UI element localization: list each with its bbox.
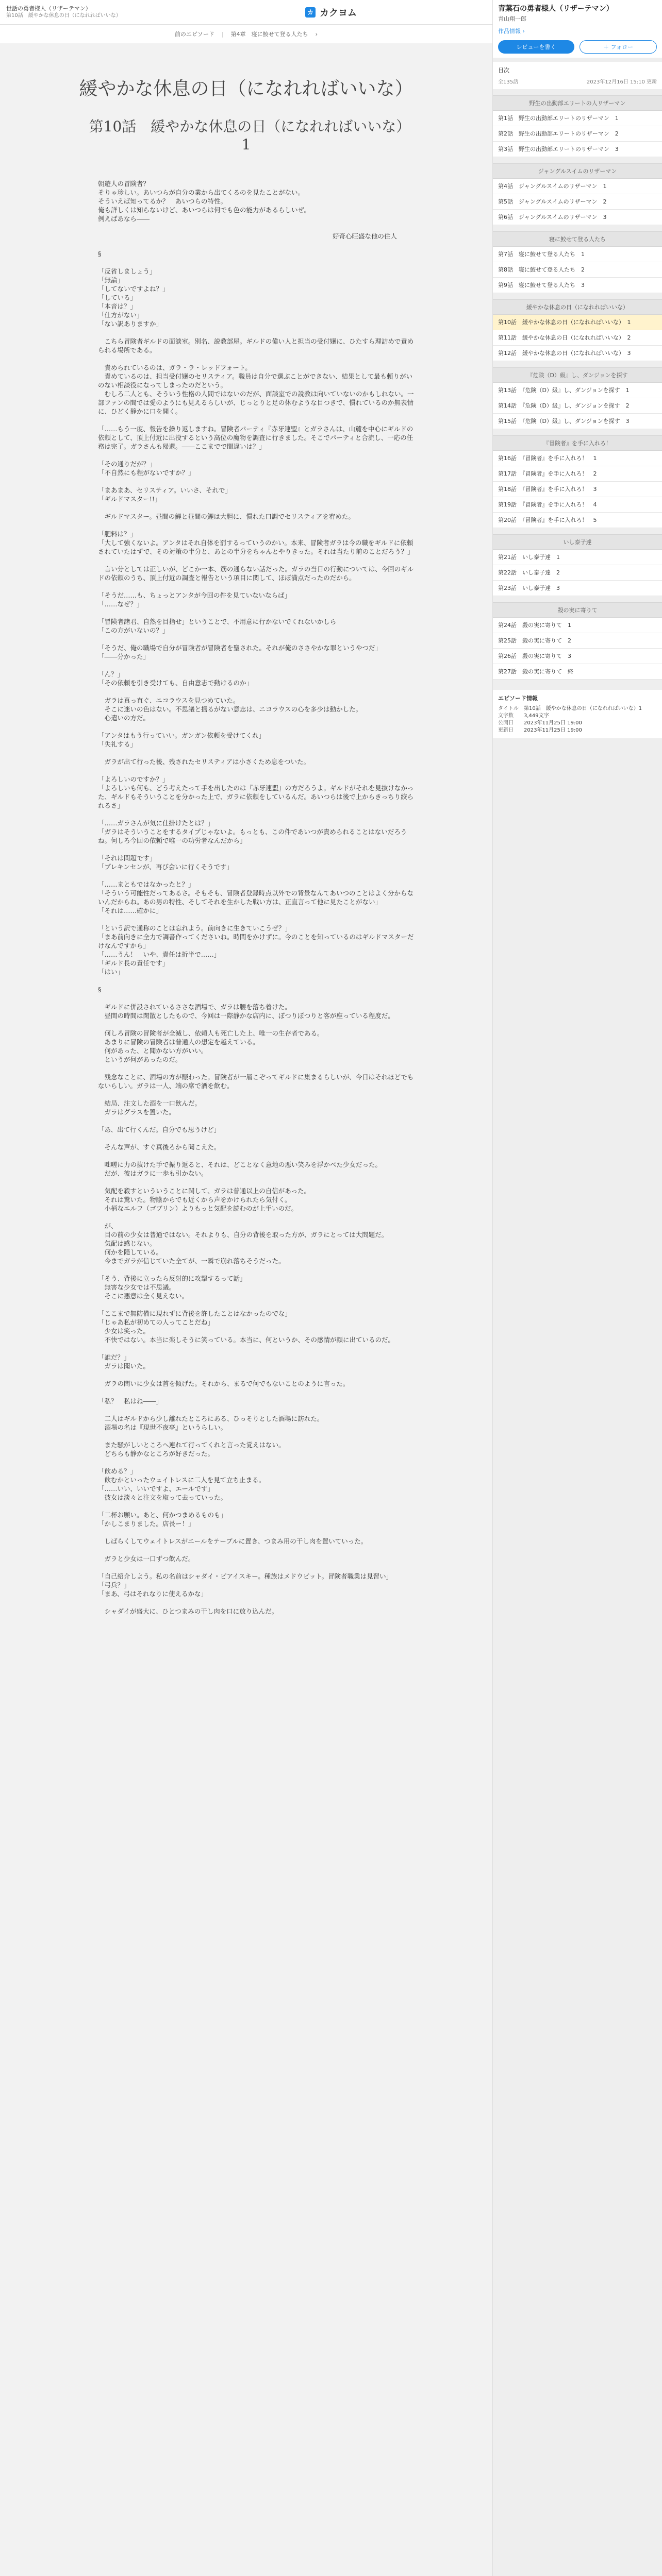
- body-paragraph: シャダイが盛大に、ひとつまみの干し肉を口に放り込んだ。: [98, 1607, 278, 1615]
- toc-chapter-heading: 殺の実に寄りて: [493, 602, 662, 618]
- body-paragraph: [98, 1563, 418, 1572]
- body-paragraph: 好奇心旺盛な他の住人: [332, 232, 397, 240]
- toc-episode-link[interactable]: 第7話 寝に鮫せて登る人たち 1: [493, 247, 662, 262]
- body-paragraph: ギルドに併設されているささな酒場で、ガラは腰を落ち着けた。: [98, 1003, 291, 1011]
- body-paragraph: [98, 976, 418, 985]
- body-paragraph: 「プレキンセンが、再び会いに行くそうです」: [98, 863, 233, 871]
- body-paragraph: 飲むかといったウェイトレスに二人を見て立ち止まる。: [98, 1476, 266, 1484]
- toc-episode-link[interactable]: 第13話 『危険（D）級』し、ダンジョンを探す 1: [493, 383, 662, 398]
- body-paragraph: 「この方がいないの？」: [98, 626, 169, 634]
- site-logo[interactable]: [170, 6, 492, 19]
- toc-chapter-heading: 『冒険者』を手に入れろ！: [493, 435, 662, 451]
- info-value: 3,449文字: [524, 713, 549, 719]
- body-paragraph: 「ここまで無防備に現れずに背後を許したことはなかったのでな」: [98, 1310, 292, 1317]
- toc-chapter-heading: いし泰子達: [493, 534, 662, 550]
- body-paragraph: そういえば知ってるか？ あいつらの特性。: [98, 197, 227, 205]
- work-info-link[interactable]: 作品情報 ›: [498, 28, 525, 35]
- body-paragraph: 「肥料は？」: [98, 530, 137, 538]
- body-paragraph: 責められているのは、ガラ・ラ・レッドフォート。: [98, 364, 252, 371]
- body-paragraph: 「二杯お願い。あと、何かつまめるものも」: [98, 1511, 227, 1519]
- toc-episode-link[interactable]: 第8話 寝に鮫せて登る人たち 2: [493, 262, 662, 278]
- body-paragraph: [98, 1598, 418, 1607]
- toc-episode-link[interactable]: 第6話 ジャングルスイムのリザーマン 3: [493, 210, 662, 225]
- subnav-separator: |: [221, 30, 224, 38]
- body-paragraph: 「じゃあ私が初めての人ってことだね」: [98, 1318, 214, 1326]
- body-paragraph: 目の前の少女は普通ではない。それよりも、自分の背後を取った方が、ガラにとっては大問題だ。: [98, 1231, 388, 1239]
- info-value: 第10話 緩やかな休息の日（になれればいいな）1: [524, 706, 642, 711]
- body-paragraph: [98, 1405, 418, 1414]
- toc-episode-link[interactable]: 第10話 緩やかな休息の日（になれればいいな） 1: [493, 315, 662, 330]
- toc-episode-link[interactable]: 第25話 殺の実に寄りて 2: [493, 633, 662, 649]
- body-paragraph: 「そうだ、俺の職場で自分が冒険者が冒険者を聖された。それが俺のささやかな罪というやつだ」: [98, 644, 382, 652]
- info-key: 更新日: [498, 727, 514, 733]
- toc-episode-link[interactable]: 第4話 ジャングルスイムのリザーマン 1: [493, 179, 662, 194]
- body-paragraph: [98, 556, 418, 565]
- toc-episode-link[interactable]: 第23話 いし泰子達 3: [493, 581, 662, 596]
- body-paragraph: 「まあ前向きに全力で調書作ってくださいね。時間をかけずに。今のことを知っているのはギルドマスターだけなんですから」: [98, 933, 414, 950]
- body-paragraph: [98, 582, 418, 591]
- body-paragraph: 「あ、出て行くんだ。自分でも思うけど」: [98, 1126, 221, 1133]
- body-paragraph: 俺も詳しくは知らないけど、あいつらは何でも色の能力があるらしいぜ。: [98, 206, 311, 214]
- body-paragraph: [98, 661, 418, 670]
- body-paragraph: 「……もう一度、報告を繰り返しますね。冒険者パーティ『赤牙連盟』とガラさんは、山麓を中心にギルドの依頼として、頂上付近に出没するという高位の魔物を調査に行きました。そこでパーティと合流し、一応の任務は完了。ガラさんも帰還。――ここまでで間違いは？」: [98, 425, 413, 450]
- body-paragraph: 「……うん！ いや、責任は折半で……」: [98, 951, 221, 958]
- toc-episode-link[interactable]: 第24話 殺の実に寄りて 1: [493, 618, 662, 633]
- body-paragraph: こちら冒険者ギルドの面談室。別名、説教部屋。ギルドの偉い人と担当の受付嬢に、ひたすら理詰めで責められる場所である。: [98, 337, 414, 354]
- toc-episode-link[interactable]: 第14話 『危険（D）級』し、ダンジョンを探す 2: [493, 398, 662, 414]
- body-paragraph: ギルドマスター。昼間の鯉と昼間の鯉は大胆に、慣れた口調でセリスティアを宥めた。: [98, 513, 355, 520]
- toc-episode-link[interactable]: 第18話 『冒険者』を手に入れろ！ 3: [493, 482, 662, 497]
- header-novel-title[interactable]: 世話の勇者様人（リザーテマン）: [6, 5, 91, 12]
- body-paragraph: [98, 722, 418, 731]
- body-paragraph: [98, 241, 418, 249]
- toc-episode-link[interactable]: 第1話 野生の出動部エリートのリザーマン 1: [493, 111, 662, 126]
- toc-chapter-heading: 野生の出動部エリートの人リザーマン: [493, 95, 662, 111]
- body-paragraph: [98, 451, 418, 460]
- sidebar-work-title[interactable]: 青葉石の勇者様人（リザーテマン）: [498, 5, 614, 13]
- body-paragraph: むしろ二人とも、そういう性格の人間ではないのだが、面談室での説教は向いていないのかもしれない。一部ファンの間では愛のようにも見えるらしいが、じっとりと足の休むような目つきで、慣れているのか無表情に、ひどく静かに口を開く。: [98, 390, 414, 415]
- episode-info-row: [498, 713, 657, 720]
- toc-episode-link[interactable]: 第9話 寝に鮫せて登る人たち 3: [493, 278, 662, 293]
- body-paragraph: 「それは問題です」: [98, 854, 156, 862]
- body-paragraph: 酒場の名は『現世不夜亭』というらしい。: [98, 1423, 227, 1431]
- body-paragraph: 今までガラが信じていた全てが、一瞬で崩れ落ちそうだった。: [98, 1257, 285, 1265]
- body-paragraph: [98, 1300, 418, 1309]
- toc-episode-link[interactable]: 第20話 『冒険者』を手に入れろ！ 5: [493, 513, 662, 528]
- episode-subnav: [0, 25, 492, 43]
- body-paragraph: 「反省しましょう」: [98, 267, 156, 275]
- body-paragraph: 心遣いの方だ。: [98, 714, 150, 722]
- body-paragraph: 「してないですよね？」: [98, 285, 169, 293]
- body-paragraph: 朝遊人の冒険者？: [98, 180, 150, 188]
- body-paragraph: [98, 1064, 418, 1073]
- episode-body: [98, 162, 418, 1616]
- header-novel-info[interactable]: [0, 5, 170, 20]
- reading-area: [0, 43, 492, 2576]
- body-paragraph: [98, 1265, 418, 1274]
- episode-info-row: [498, 727, 657, 734]
- body-paragraph: 何しろ冒険の冒険者が全滅し、依頼人も死亡した上、唯一の生存者である。: [98, 1029, 324, 1037]
- toc-episode-link[interactable]: 第26話 殺の実に寄りて 3: [493, 649, 662, 664]
- body-paragraph: それは驚いた。物陰からでも近くから声をかけられたら気付く。: [98, 1196, 291, 1204]
- body-paragraph: ガラの問いに少女は首を傾げた。それから、まるで何でもないことのように言った。: [98, 1380, 350, 1387]
- body-paragraph: 気配を殺すといういうことに関して、ガラは普通以上の自信があった。: [98, 1187, 311, 1195]
- body-paragraph: [98, 1458, 418, 1467]
- toc-episode-link[interactable]: 第2話 野生の出動部エリートのリザーマン 2: [493, 126, 662, 142]
- episode-info-label: エピソード情報: [498, 695, 538, 702]
- body-paragraph: 「私？ 私はね――」: [98, 1397, 163, 1405]
- body-paragraph: 「よろしいも何も、どう考えたって手を出したのは『赤牙連盟』の方だろうよ。ギルドがそれを見抜けなかった、ギルドもそういうことを分かった上で、ガラに依頼をしているんだ。あいつらは後で上からきっちり絞られるさ」: [98, 784, 414, 809]
- body-paragraph: しばらくしてウェイトレスがエールをテーブルに置き、つまみ用の干し肉を置いていった。: [98, 1537, 368, 1545]
- toc-chapter-heading: ジャングルスイムのリザーマン: [493, 163, 662, 179]
- body-paragraph: [98, 521, 418, 530]
- body-paragraph: ガラはグラスを置いた。: [98, 1108, 175, 1116]
- body-paragraph: 二人はギルドから少し離れたところにある、ひっそりとした酒場に訪れた。: [98, 1415, 324, 1422]
- body-paragraph: 「冒険者諸君、自然を目指せ」ということで、不用意に行かないでくれないかしら: [98, 618, 337, 625]
- body-paragraph: というが何があったのだ。: [98, 1056, 182, 1063]
- body-paragraph: [98, 635, 418, 643]
- review-button[interactable]: レビューを書く: [498, 40, 574, 54]
- follow-button-label: フォロー: [610, 44, 633, 50]
- toc-chapter-heading: 緩やかな休息の日（になれればいいな）: [493, 299, 662, 315]
- toc-updated: 2023年12月16日 15:10 更新: [586, 79, 657, 85]
- body-paragraph: 「という訳で通称のことは忘れよう。前向きに生きていこうぜ？」: [98, 924, 292, 932]
- body-paragraph: 昼間の時間は閑散としたもので、今回は一際静かな店内に、ぽつりぽつりと客が座っている程度だ。: [98, 1012, 394, 1020]
- body-paragraph: [98, 258, 418, 267]
- body-paragraph: ガラと少女は一口ずつ飲んだ。: [98, 1555, 195, 1563]
- body-paragraph: [98, 871, 418, 880]
- body-paragraph: [98, 1528, 418, 1537]
- body-paragraph: 言い分としては正しいが、どこか一本、筋の通らない話だった。ガラの当日の行動については、今回のギルドの依頼のうち、頂上付近の調査と報告という項目に関して、ほぼ満点だったのだから。: [98, 565, 414, 582]
- episode-info-box: [493, 690, 662, 738]
- toc-chapter-heading: 『危険（D）級』し、ダンジョンを探す: [493, 367, 662, 383]
- body-paragraph: [98, 1213, 418, 1222]
- body-paragraph: 不快ではない。本当に楽しそうに笑っている。本当に、何というか、その感情が顔に出ているのだ。: [98, 1336, 395, 1344]
- body-paragraph: [98, 687, 418, 696]
- toc-episode-link[interactable]: 第21話 いし泰子達 1: [493, 550, 662, 565]
- body-paragraph: 「そうだ……も、ちょっとアンタが今回の件を見ていないならば」: [98, 591, 291, 599]
- episode-title: 第10話 緩やかな休息の日（になれればいいな） 1: [89, 118, 418, 153]
- body-paragraph: 「誰だ？」: [98, 1353, 130, 1361]
- toc-episode-count: 全135話: [498, 79, 519, 85]
- site-logo-text: カクヨム: [320, 7, 357, 19]
- body-paragraph: [98, 994, 418, 1003]
- body-paragraph: 残念なことに、酒場の方が賑わった。冒険者が一層こぞってギルドに集まるらしいが、今日はそれほどでもないらしい。ガラは一人、端の席で酒を飲む。: [98, 1073, 414, 1090]
- body-paragraph: 責めているのは、担当受付嬢のセリスティア。職員は自分で選ぶことができない、結果として最も頼りがいのない相談役になってしまったのだという。: [98, 372, 413, 389]
- body-paragraph: [98, 1020, 418, 1029]
- prev-episode-link[interactable]: 前のエピソード: [174, 31, 214, 38]
- info-key: 公開日: [498, 720, 514, 726]
- body-paragraph: 小柄なエルフ（ゴブリン）よりもっと気配を読むのが上手いのだ。: [98, 1205, 298, 1212]
- body-paragraph: 結局、注文した酒を一口飲んだ。: [98, 1099, 202, 1107]
- body-paragraph: 「飲める？」: [98, 1467, 137, 1475]
- body-paragraph: [98, 1090, 418, 1099]
- toc-label: 目次: [498, 67, 509, 74]
- body-paragraph: 「ない訳ありますか」: [98, 320, 163, 328]
- body-paragraph: [98, 1134, 418, 1143]
- body-paragraph: [98, 223, 418, 232]
- toc-episode-link[interactable]: 第5話 ジャングルスイムのリザーマン 2: [493, 194, 662, 210]
- toc-episode-link[interactable]: 第11話 緩やかな休息の日（になれればいいな） 2: [493, 330, 662, 346]
- body-paragraph: §: [98, 250, 102, 258]
- body-paragraph: 「よろしいのですか？」: [98, 775, 169, 783]
- episode-info-row: [498, 705, 657, 713]
- body-paragraph: そこに悪意は全く見えない。: [98, 1292, 189, 1300]
- toc-episode-link[interactable]: 第16話 『冒険者』を手に入れろ！ 1: [493, 451, 662, 466]
- body-paragraph: また騒がしいところへ連れて行ってくれと言った覚えはない。: [98, 1441, 285, 1449]
- sidebar-work-header: [493, 0, 662, 58]
- body-paragraph: 気配は感じない。: [98, 1240, 156, 1247]
- body-paragraph: 咄嗟に力の抜けた手で振り返ると、それは、どことなく意地の悪い笑みを浮かべた少女だった。: [98, 1161, 382, 1168]
- toc-episode-link[interactable]: 第3話 野生の出動部エリートのリザーマン 3: [493, 142, 662, 157]
- body-paragraph: 「……まともではなかったと？」: [98, 880, 195, 888]
- body-paragraph: [98, 162, 418, 171]
- next-episode-chevron-icon[interactable]: ›: [315, 30, 318, 38]
- table-of-contents: [493, 95, 662, 680]
- body-paragraph: 無害な少女では不思議。: [98, 1283, 176, 1291]
- toc-episode-link[interactable]: 第12話 緩やかな休息の日（になれればいいな） 3: [493, 346, 662, 361]
- body-paragraph: 例えばあなら――: [98, 215, 150, 223]
- body-paragraph: だが、彼はガラに一歩も引かない。: [98, 1170, 208, 1177]
- toc-episode-link[interactable]: 第17話 『冒険者』を手に入れろ！ 2: [493, 466, 662, 482]
- body-paragraph: 「まあ、弓はそれなりに使えるかな」: [98, 1590, 208, 1598]
- body-paragraph: 「そういう可能性だってあるさ。そもそも、冒険者登録時点以外での背景なんてあいつのことはよく分からないんだからね。あの男の特性、そしてそれを生かした戦い方は、正直言って他に見たことがない」: [98, 889, 414, 906]
- body-paragraph: 「ギルドマスター!!」: [98, 495, 161, 503]
- header-episode-breadcrumb: 第10話 緩やかな休息の日（になれればいいな）: [6, 12, 121, 19]
- body-paragraph: 「している」: [98, 294, 137, 301]
- body-paragraph: [98, 416, 418, 425]
- body-paragraph: 「アンタはもう行っていい。ガンガン依頼を受けてくれ」: [98, 732, 266, 739]
- body-paragraph: 「はい」: [98, 968, 124, 976]
- story-title: 緩やかな休息の日（になれればいいな）: [79, 78, 413, 99]
- chapter-link[interactable]: 第4章 寝に鮫せて登る人たち: [230, 31, 308, 38]
- body-paragraph: 「……いい、いいですよ、エールです」: [98, 1485, 214, 1493]
- toc-header: [493, 62, 662, 89]
- body-paragraph: [98, 1116, 418, 1125]
- body-paragraph: 「ギルド長の責任です」: [98, 959, 169, 967]
- body-paragraph: そりゃ珍しい。あいつらが自分の業から出てくるのを見たことがない。: [98, 189, 305, 196]
- body-paragraph: 「ん？」: [98, 670, 124, 678]
- body-paragraph: が、: [98, 1222, 118, 1230]
- info-value: 2023年11月25日 19:00: [524, 720, 582, 726]
- body-paragraph: どちらも静かなところが好きだった。: [98, 1450, 214, 1458]
- body-paragraph: 「ガラはそういうことをするタイプじゃないよ。もっとも、この件であいつが責められることはないだろうね。何しろ今回の依頼で唯一の功労者なんだから」: [98, 828, 407, 844]
- body-paragraph: 「本音は？」: [98, 302, 137, 310]
- body-paragraph: [98, 845, 418, 854]
- body-paragraph: [98, 1388, 418, 1397]
- episode-info-row: [498, 720, 657, 727]
- body-paragraph: [98, 810, 418, 819]
- body-paragraph: [98, 1344, 418, 1353]
- body-paragraph: 少女は笑った。: [98, 1327, 150, 1335]
- info-value: 2023年11月25日 19:00: [524, 727, 582, 733]
- body-paragraph: 「かしこまりました。店長ー！」: [98, 1520, 195, 1528]
- body-paragraph: [98, 1370, 418, 1379]
- body-paragraph: 何かを隠している。: [98, 1248, 163, 1256]
- body-paragraph: ガラは聞いた。: [98, 1362, 150, 1370]
- body-paragraph: [98, 477, 418, 486]
- sidebar: [492, 0, 662, 2576]
- toc-episode-link[interactable]: 第19話 『冒険者』を手に入れろ！ 4: [493, 497, 662, 513]
- body-paragraph: あまりに冒険の冒険者は普通人の想定を越えている。: [98, 1038, 259, 1046]
- body-paragraph: 「まあまあ、セリスティア。いいさ、それで」: [98, 486, 232, 494]
- body-paragraph: 彼女は淡々と注文を取って去っていった。: [98, 1494, 227, 1501]
- body-paragraph: 「……なぜ？」: [98, 600, 143, 608]
- body-paragraph: 「弓兵？」: [98, 1581, 130, 1589]
- toc-episode-link[interactable]: 第22話 いし泰子達 2: [493, 565, 662, 581]
- body-paragraph: §: [98, 986, 102, 993]
- body-paragraph: そんな声が、すぐ真後ろから聞こえた。: [98, 1143, 221, 1151]
- body-paragraph: 「その通りだが？」: [98, 460, 156, 468]
- body-paragraph: 「……ガラさんが気に仕掛けたとは？」: [98, 819, 214, 827]
- body-paragraph: [98, 503, 418, 512]
- body-paragraph: 「大して強くないよ。アンタはそれ自体を罰するっていうのかい。本来、冒険者ガラは今の職をギルドに依頼されていたはずで、その対策の半分と、あとの半分をちゃんとやりきった。それは当たり前のことだろう？」: [98, 539, 414, 555]
- body-paragraph: [98, 328, 418, 337]
- body-paragraph: 「無論」: [98, 276, 124, 284]
- body-paragraph: 「――分かった」: [98, 653, 150, 660]
- toc-episode-link[interactable]: 第15話 『危険（D）級』し、ダンジョンを探す 3: [493, 414, 662, 429]
- body-paragraph: [98, 1151, 418, 1160]
- body-paragraph: [98, 749, 418, 757]
- toc-chapter-heading: 寝に鮫せて登る人たち: [493, 231, 662, 247]
- body-paragraph: [98, 915, 418, 924]
- body-paragraph: [98, 1178, 418, 1187]
- kakuyomu-logo-icon: カ: [305, 7, 316, 18]
- body-paragraph: 「その依頼を引き受けても、自由意志で動けるのか」: [98, 679, 253, 687]
- body-paragraph: [98, 608, 418, 617]
- body-paragraph: [98, 1502, 418, 1511]
- body-paragraph: 「自己紹介しよう。私の名前はシャダイ・ピアイスキー。種族はメドウピット。冒険者職業は見習い」: [98, 1572, 393, 1580]
- body-paragraph: ガラは真っ直ぐ、ニコラウスを見つめていた。: [98, 697, 240, 704]
- body-paragraph: ガラが出て行った後、残されたセリスティアは小さくため息をついた。: [98, 758, 310, 766]
- toc-episode-link[interactable]: 第27話 殺の実に寄りて 終: [493, 664, 662, 680]
- body-paragraph: 「不自然にも程がないですか？」: [98, 469, 195, 477]
- body-paragraph: そこに迷いの色はない。不思議と揺るがない意志は、ニコラウスの心を多少は動かした。: [98, 705, 362, 713]
- body-paragraph: [98, 1432, 418, 1440]
- body-paragraph: [98, 766, 418, 775]
- plus-icon: ＋: [603, 44, 611, 50]
- body-paragraph: 何があった、と聞かない方がいい。: [98, 1047, 208, 1055]
- body-paragraph: 「それは……確かに」: [98, 907, 163, 914]
- info-key: 文字数: [498, 713, 514, 719]
- follow-button[interactable]: [580, 40, 657, 54]
- sidebar-author[interactable]: 青山翔一郎: [498, 15, 526, 22]
- body-paragraph: 「失礼する」: [98, 740, 137, 748]
- body-paragraph: [98, 354, 418, 363]
- body-paragraph: [98, 171, 418, 179]
- body-paragraph: [98, 1546, 418, 1554]
- body-paragraph: 「そう、背後に立ったら反射的に攻撃するって話」: [98, 1275, 246, 1282]
- info-key: タイトル: [498, 706, 519, 711]
- body-paragraph: 「仕方がない」: [98, 311, 143, 319]
